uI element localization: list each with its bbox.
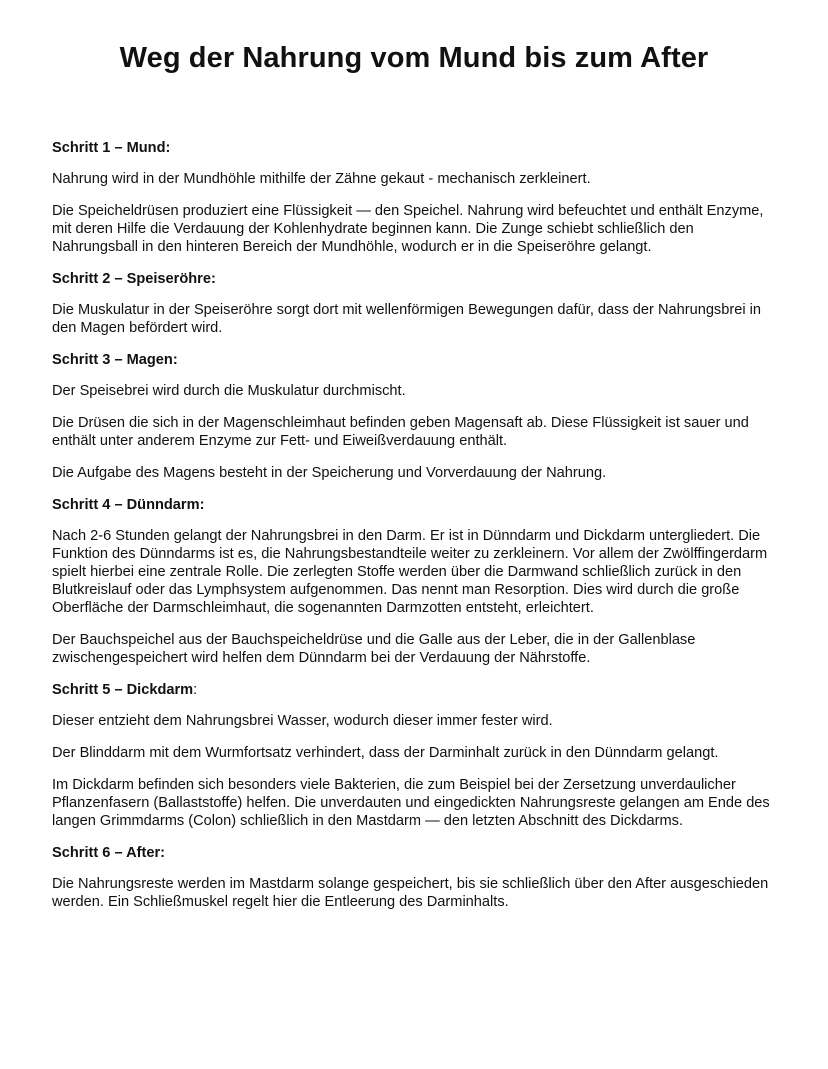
section-heading-duenndarm: Schritt 4 – Dünndarm: xyxy=(52,497,205,513)
page-title: Weg der Nahrung vom Mund bis zum After xyxy=(119,42,709,74)
paragraph: Der Speisebrei wird durch die Muskulatur durchmischt. xyxy=(52,383,406,399)
section-heading-after: Schritt 6 – After: xyxy=(52,845,165,861)
paragraph: Im Dickdarm befinden sich besonders viele Bakterien, die zum Beispiel bei der Zersetzung unverdaulicher Pflanzenfasern (Ballaststoffe) helfen. Die unverdauten und eingedickten Nahrungsreste gelangen am Ende des langen Grimmdarms (Colon) schließlich in den Mastdarm — den letzten Abschnitt des Dickdarms. xyxy=(52,777,770,829)
section-heading-mund: Schritt 1 – Mund: xyxy=(52,140,171,156)
paragraph: Der Bauchspeichel aus der Bauchspeicheldrüse und die Galle aus der Leber, die in der Gallenblase zwischengespeichert wird helfen dem Dünndarm bei der Verdauung der Nährstoffe. xyxy=(52,632,696,666)
section-heading-magen: Schritt 3 – Magen: xyxy=(52,352,178,368)
section-heading-speiseroehre: Schritt 2 – Speiseröhre: xyxy=(52,271,216,287)
document-body xyxy=(52,139,774,925)
paragraph: Nahrung wird in der Mundhöhle mithilfe der Zähne gekaut - mechanisch zerkleinert. xyxy=(52,171,591,187)
paragraph: Die Drüsen die sich in der Magenschleimhaut befinden geben Magensaft ab. Diese Flüssigkeit ist sauer und enthält unter anderem Enzyme zur Fett- und Eiweißverdauung enthält. xyxy=(52,415,749,449)
paragraph: Dieser entzieht dem Nahrungsbrei Wasser, wodurch dieser immer fester wird. xyxy=(52,713,553,729)
paragraph: Die Speicheldrüsen produziert eine Flüssigkeit — den Speichel. Nahrung wird befeuchtet und enthält Enzyme, mit deren Hilfe die Verdauung der Kohlenhydrate beginnen kann. Die Zunge schiebt schließlich den Nahrungsball in den hinteren Bereich der Mundhöhle, wodurch er in die Speiseröhre gelangt. xyxy=(52,203,764,255)
paragraph: Die Nahrungsreste werden im Mastdarm solange gespeichert, bis sie schließlich über den After ausgeschieden werden. Ein Schließmuskel regelt hier die Entleerung des Darminhalts. xyxy=(52,876,769,910)
section-heading-colon: : xyxy=(193,682,198,698)
paragraph: Die Aufgabe des Magens besteht in der Speicherung und Vorverdauung der Nahrung. xyxy=(52,465,607,481)
paragraph: Nach 2-6 Stunden gelangt der Nahrungsbrei in den Darm. Er ist in Dünndarm und Dickdarm untergliedert. Die Funktion des Dünndarms ist es, die Nahrungsbestandteile weiter zu zerkleinern. Vor allem der Zwölffingerdarm spielt hierbei eine zentrale Rolle. Die zerlegten Stoffe werden über die Darmwand schließlich zurück in den Blutkreislauf oder das Lymphsystem aufgenommen. Das nennt man Resorption. Dies wird durch die große Oberfläche der Darmschleimhaut, die sogenannten Darmzotten entsteht, erleichtert. xyxy=(52,528,768,616)
section-heading-text: Schritt 5 – Dickdarm xyxy=(52,682,194,698)
section-heading-dickdarm xyxy=(52,681,774,699)
paragraph: Die Muskulatur in der Speiseröhre sorgt dort mit wellenförmigen Bewegungen dafür, dass der Nahrungsbrei in den Magen befördert wird. xyxy=(52,302,761,336)
paragraph: Der Blinddarm mit dem Wurmfortsatz verhindert, dass der Darminhalt zurück in den Dünndarm gelangt. xyxy=(52,745,719,761)
